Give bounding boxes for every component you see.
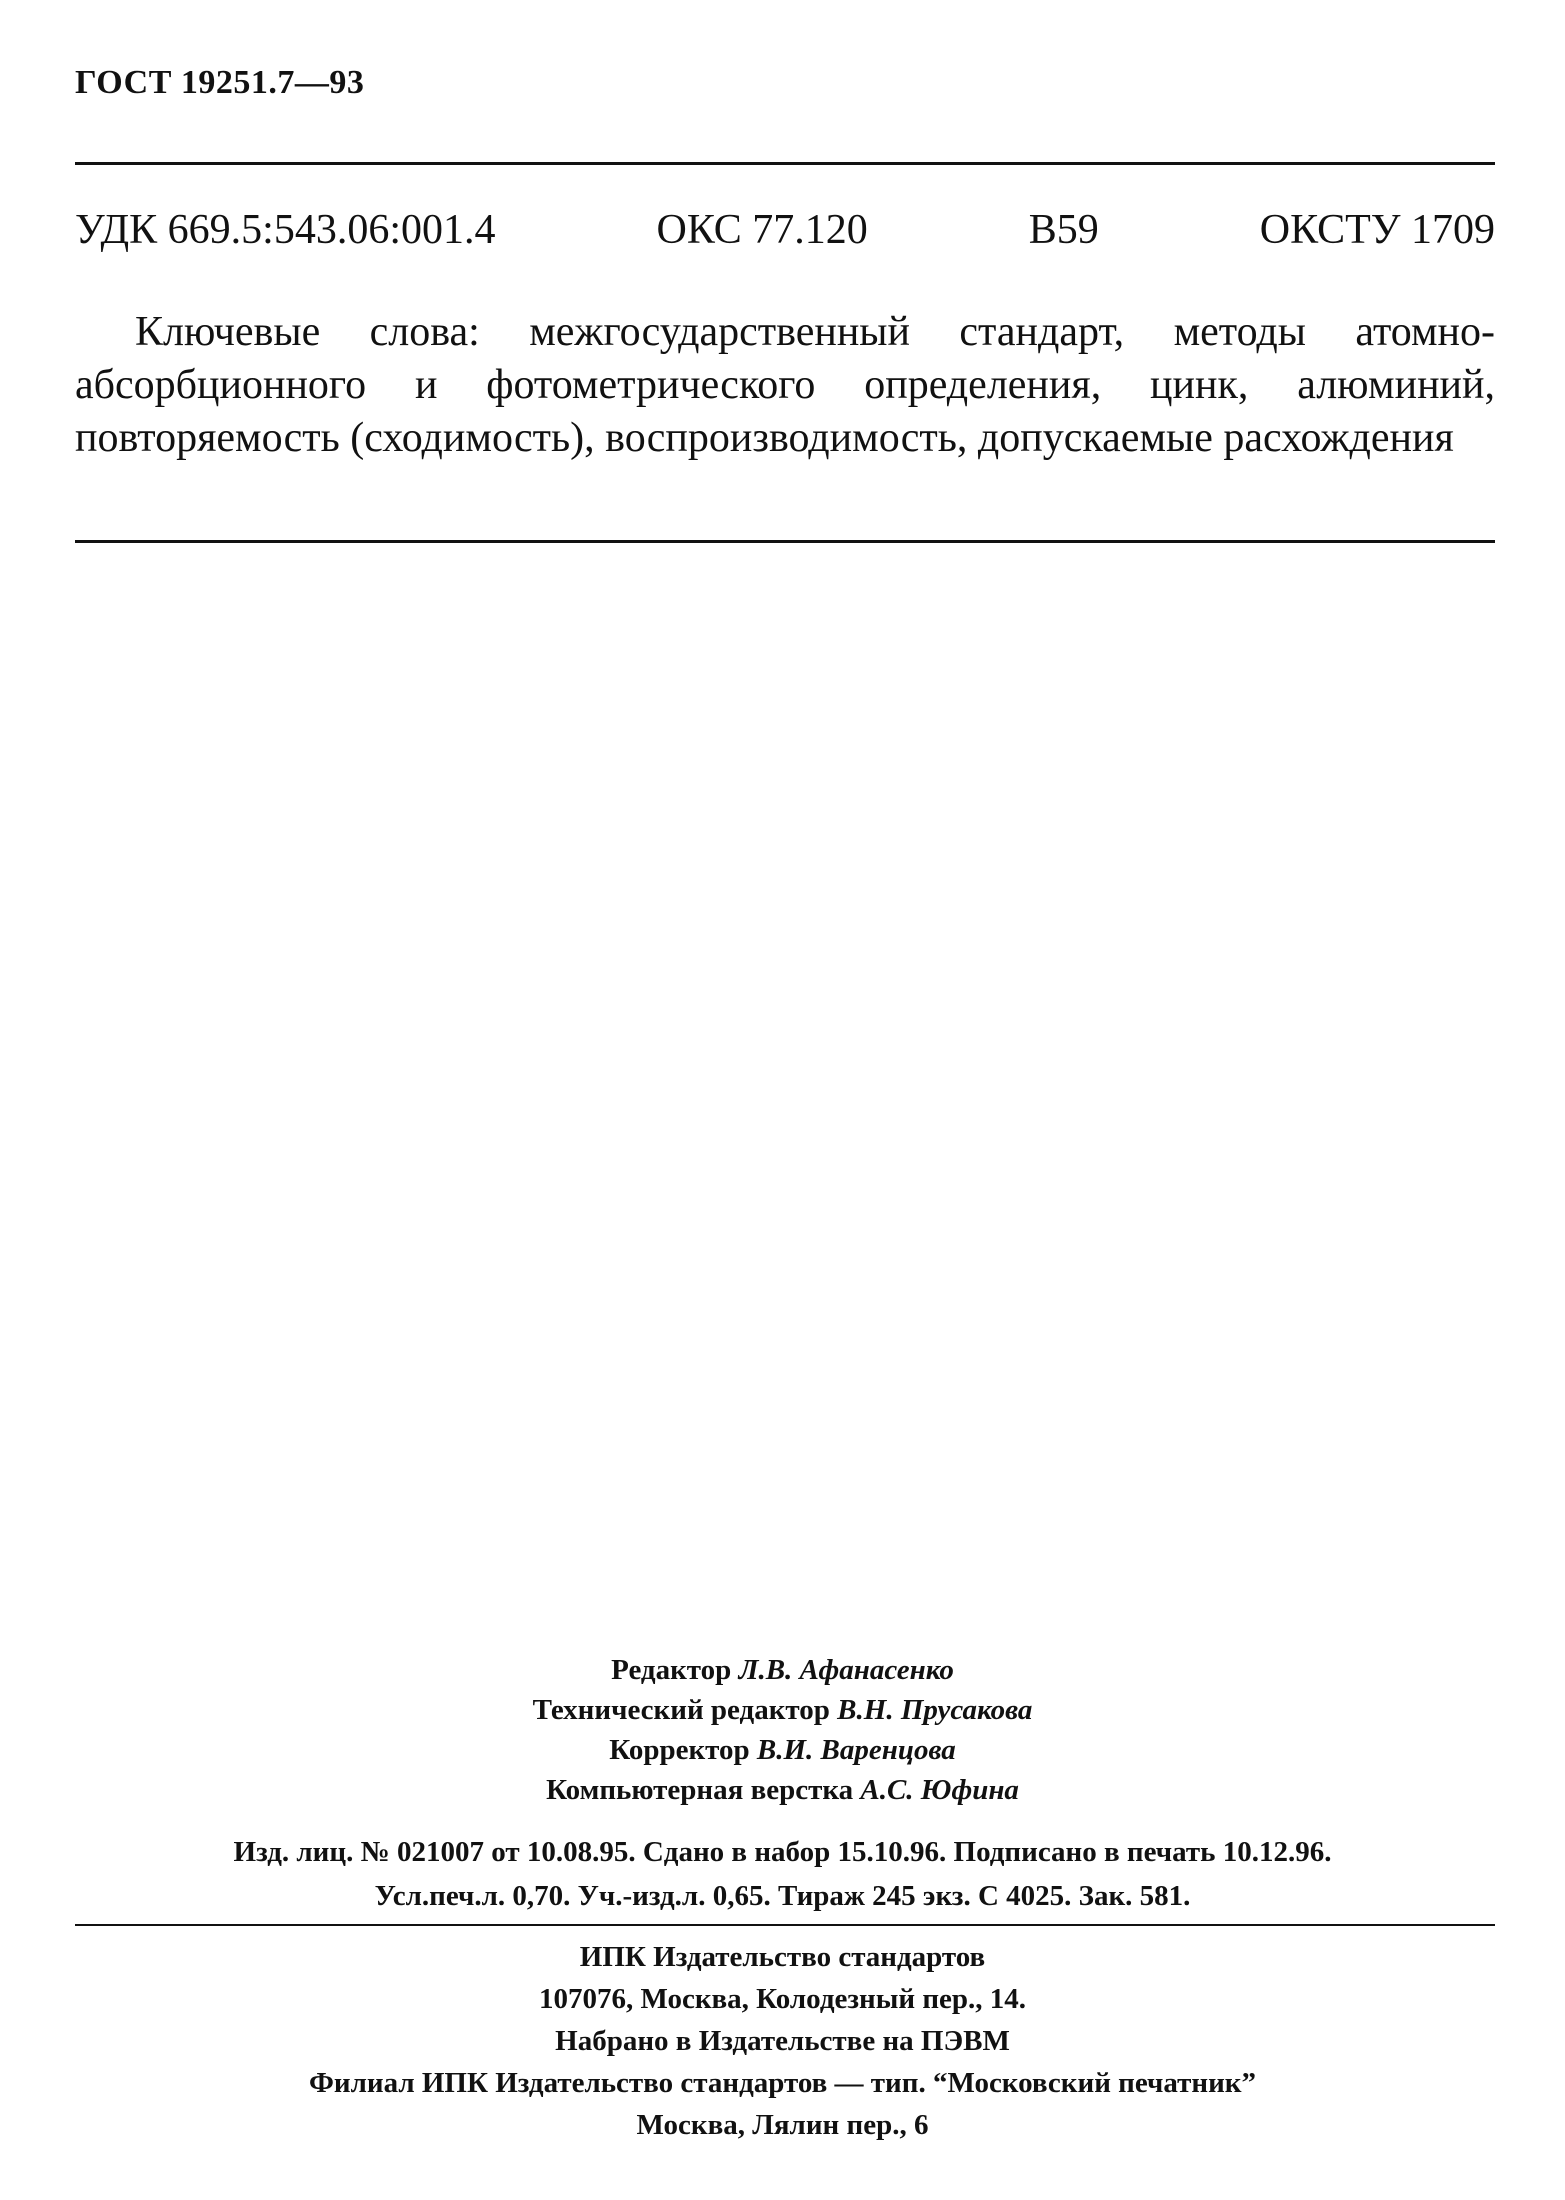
udk-code: УДК 669.5:543.06:001.4: [75, 207, 496, 253]
credit-proofreader: [0, 1730, 1565, 1770]
okstu-code: ОКСТУ 1709: [1259, 207, 1495, 253]
classification-line: [75, 200, 1495, 260]
credits-block: [0, 1650, 1565, 1810]
imprint-top-rule: [75, 1924, 1495, 1926]
credit-role: Компьютерная верстка: [546, 1774, 854, 1806]
credit-name: В.И. Варенцова: [756, 1734, 956, 1766]
imprint-line: 107076, Москва, Колодезный пер., 14.: [538, 1983, 1027, 2015]
imprint-line: ИПК Издательство стандартов: [579, 1941, 986, 1973]
credit-name: В.Н. Прусакова: [837, 1694, 1033, 1726]
publication-info: [0, 1830, 1565, 1918]
imprint-line: Москва, Лялин пер., 6: [636, 2109, 929, 2141]
credit-role: Редактор: [611, 1654, 732, 1686]
credit-role: Корректор: [609, 1734, 750, 1766]
imprint-line: Филиал ИПК Издательство стандартов — тип. “Московский печатник”: [308, 2067, 1257, 2099]
credit-name: А.С. Юфина: [860, 1774, 1019, 1806]
publication-info-line: Изд. лиц. № 021007 от 10.08.95. Сдано в набор 15.10.96. Подписано в печать 10.12.96.: [233, 1836, 1332, 1868]
publication-info-line: Усл.печ.л. 0,70. Уч.-изд.л. 0,65. Тираж 245 экз. С 4025. Зак. 581.: [374, 1880, 1191, 1912]
credit-technical-editor: [0, 1690, 1565, 1730]
keywords-bottom-rule: [75, 540, 1495, 543]
credit-layout: [0, 1770, 1565, 1810]
imprint-line: Набрано в Издательстве на ПЭВМ: [555, 2025, 1010, 2057]
oks-code: ОКС 77.120: [656, 207, 868, 253]
credit-editor: [0, 1650, 1565, 1690]
imprint-block: [0, 1936, 1565, 2146]
credit-role: Технический редактор: [532, 1694, 830, 1726]
group-code: В59: [1028, 207, 1099, 253]
running-head: ГОСТ 19251.7—93: [75, 64, 365, 101]
keywords-paragraph: Ключевые слова: межгосударственный стандарт, методы атомно-абсорбционного и фотометрического определения, цинк, алюминий, повторяемость (сходимость), воспроизводимость, допускаемые расхождения: [75, 309, 1495, 461]
credit-name: Л.В. Афанасенко: [738, 1654, 954, 1686]
top-rule: [75, 162, 1495, 165]
